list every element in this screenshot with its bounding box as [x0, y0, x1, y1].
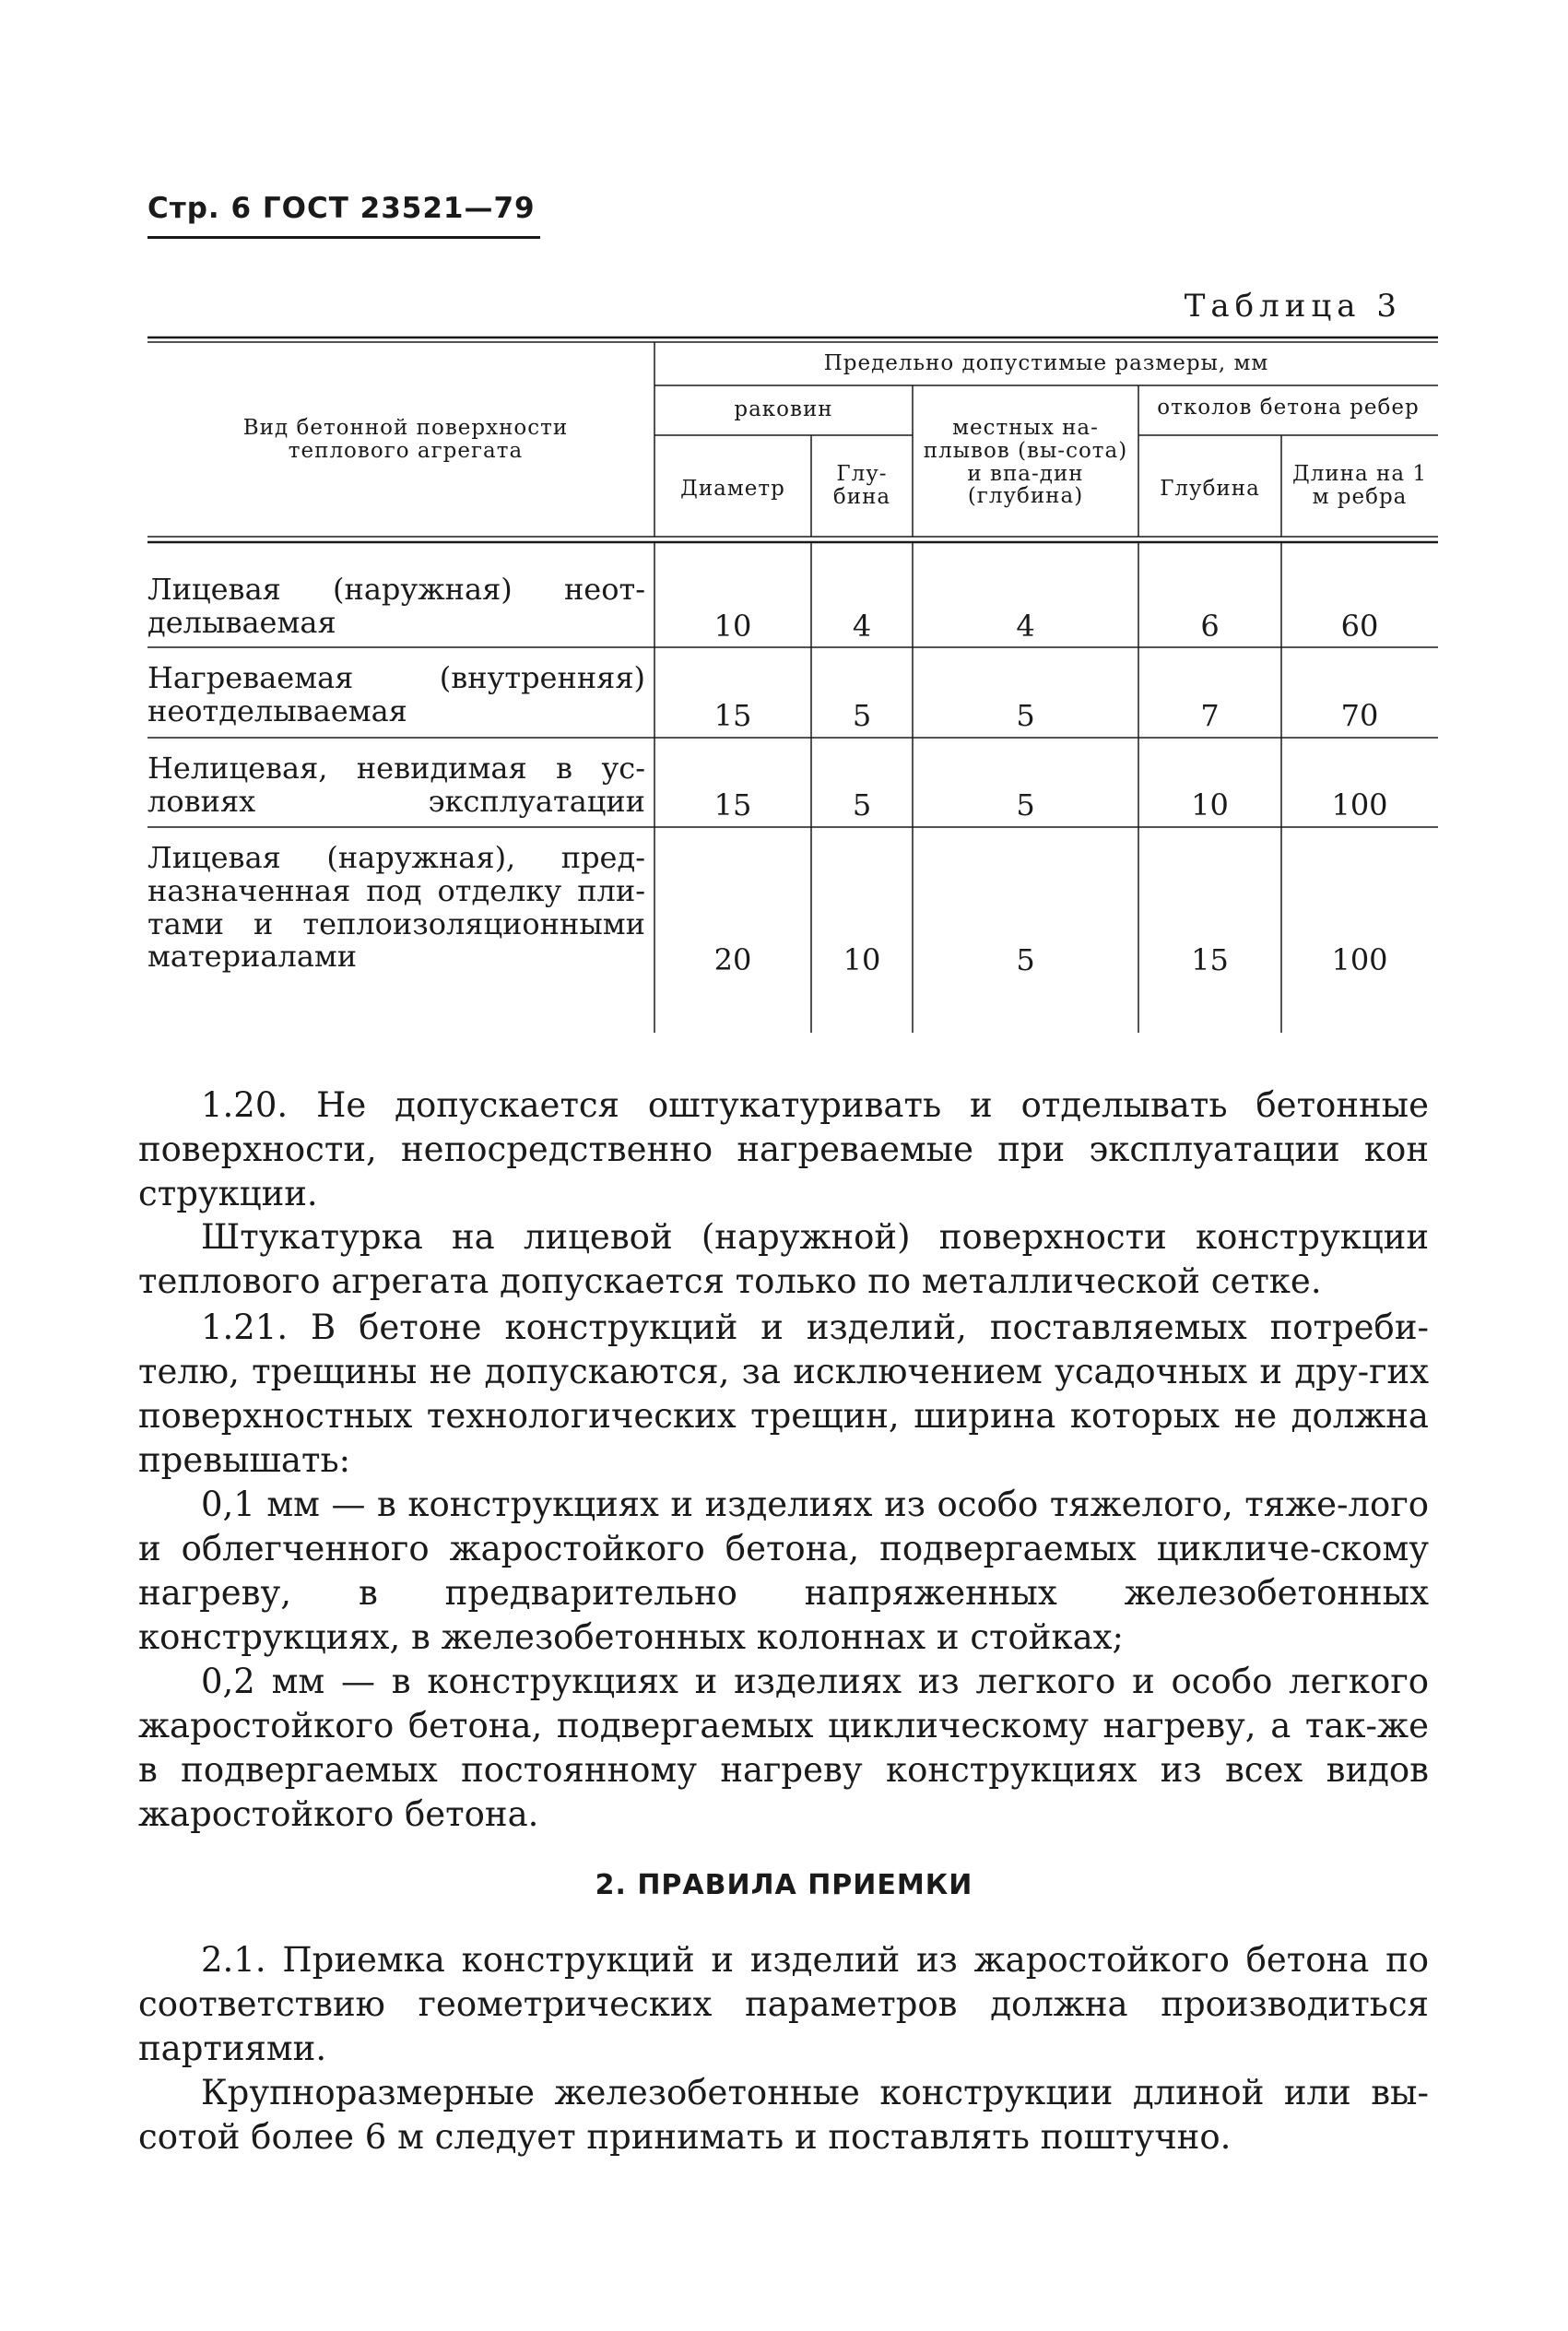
col-header-limits: Предельно допустимые размеры, мм [823, 351, 1269, 375]
row-1-surface: Лицевая (наружная) неот-делываемая [147, 572, 645, 640]
row-2-depth: 5 [852, 698, 872, 733]
row-1-chip-depth: 6 [1200, 609, 1220, 644]
paragraph-1-21: 1.21. В бетоне конструкций и изделий, поставляемых потреби-телю, трещины не допускаются, за исключением усадочных и дру-гих поверхностных технологических трещин, ширина которых не должна превышать: [138, 1307, 1429, 1480]
paragraph-plaster: Штукатурка на лицевой (наружной) поверхности конструкции теплового агрегата допускается только по металлической сетке. [138, 1217, 1429, 1301]
row-3-chip-length: 100 [1331, 787, 1388, 822]
paragraph-crack-0-1: 0,1 мм — в конструкциях и изделиях из особо тяжелого, тяже-лого и облегченного жаростойкого бетона, подвергаемых цикличе-скому нагреву, в предварительно напряженных железобетонных конструкциях, в железобетонных колоннах и стойках; [138, 1485, 1429, 1657]
row-4-chip-length: 100 [1331, 942, 1388, 977]
col-header-chip-depth: Глубина [1160, 477, 1260, 501]
col-header-shell-depth: Глу-бина [832, 462, 891, 509]
row-3-chip-depth: 10 [1191, 787, 1229, 822]
col-header-bumps: местных на-плывов (вы-сота) и впа-дин (глубина) [923, 416, 1128, 509]
col-header-chip-length: Длина на 1 м ребра [1292, 462, 1427, 509]
row-4-surface: Лицевая (наружная), пред-назначенная под отделку пли-тами и теплоизоляционными материалами [147, 840, 645, 975]
row-4-chip-depth: 15 [1191, 942, 1229, 977]
row-3-bumps: 5 [1016, 787, 1035, 822]
row-2-bumps: 5 [1016, 698, 1035, 733]
row-2-chip-depth: 7 [1200, 698, 1220, 733]
row-1-chip-length: 60 [1340, 609, 1379, 644]
col-header-diameter: Диаметр [680, 477, 785, 501]
table-caption: Таблица 3 [1184, 288, 1402, 325]
row-4-diameter: 20 [713, 942, 752, 977]
paragraph-crack-0-2: 0,2 мм — в конструкциях и изделиях из легкого и особо легкого жаростойкого бетона, подвергаемых циклическому нагреву, а так-же в подвергаемых постоянному нагреву конструкциях из всех видов жаростойкого бетона. [138, 1662, 1429, 1834]
col-header-surface: Вид бетонной поверхности теплового агрегата [242, 416, 569, 463]
paragraph-2-1: 2.1. Приемка конструкций и изделий из жаростойкого бетона по соответствию геометрических параметров должна производиться партиями. [138, 1940, 1429, 2068]
row-4-depth: 10 [843, 942, 881, 977]
paragraph-large-structures: Крупноразмерные железобетонные конструкции длиной или вы-сотой более 6 м следует принимать и поставлять поштучно. [138, 2073, 1429, 2157]
row-4-bumps: 5 [1016, 942, 1035, 977]
col-header-shells: раковин [734, 397, 833, 421]
row-1-depth: 4 [852, 609, 872, 644]
paragraph-1-20: 1.20. Не допускается оштукатуривать и отделывать бетонные поверхности, непосредственно нагреваемые при эксплуатации кон струкции. [138, 1085, 1429, 1213]
row-1-bumps: 4 [1016, 609, 1035, 644]
page-header: Стр. 6 ГОСТ 23521—79 [147, 192, 536, 225]
row-3-diameter: 15 [713, 787, 752, 822]
header-rule [147, 236, 540, 239]
row-2-chip-length: 70 [1340, 698, 1379, 733]
row-3-depth: 5 [852, 787, 872, 822]
row-2-diameter: 15 [713, 698, 752, 733]
section-title: 2. ПРАВИЛА ПРИЕМКИ [595, 1869, 973, 1901]
row-3-surface: Нелицевая, невидимая в ус-ловиях эксплуатации [147, 751, 645, 819]
row-1-diameter: 10 [713, 609, 752, 644]
col-header-chips: отколов бетона ребер [1157, 396, 1420, 420]
row-2-surface: Нагреваемая (внутренняя) неотделываемая [147, 660, 645, 728]
